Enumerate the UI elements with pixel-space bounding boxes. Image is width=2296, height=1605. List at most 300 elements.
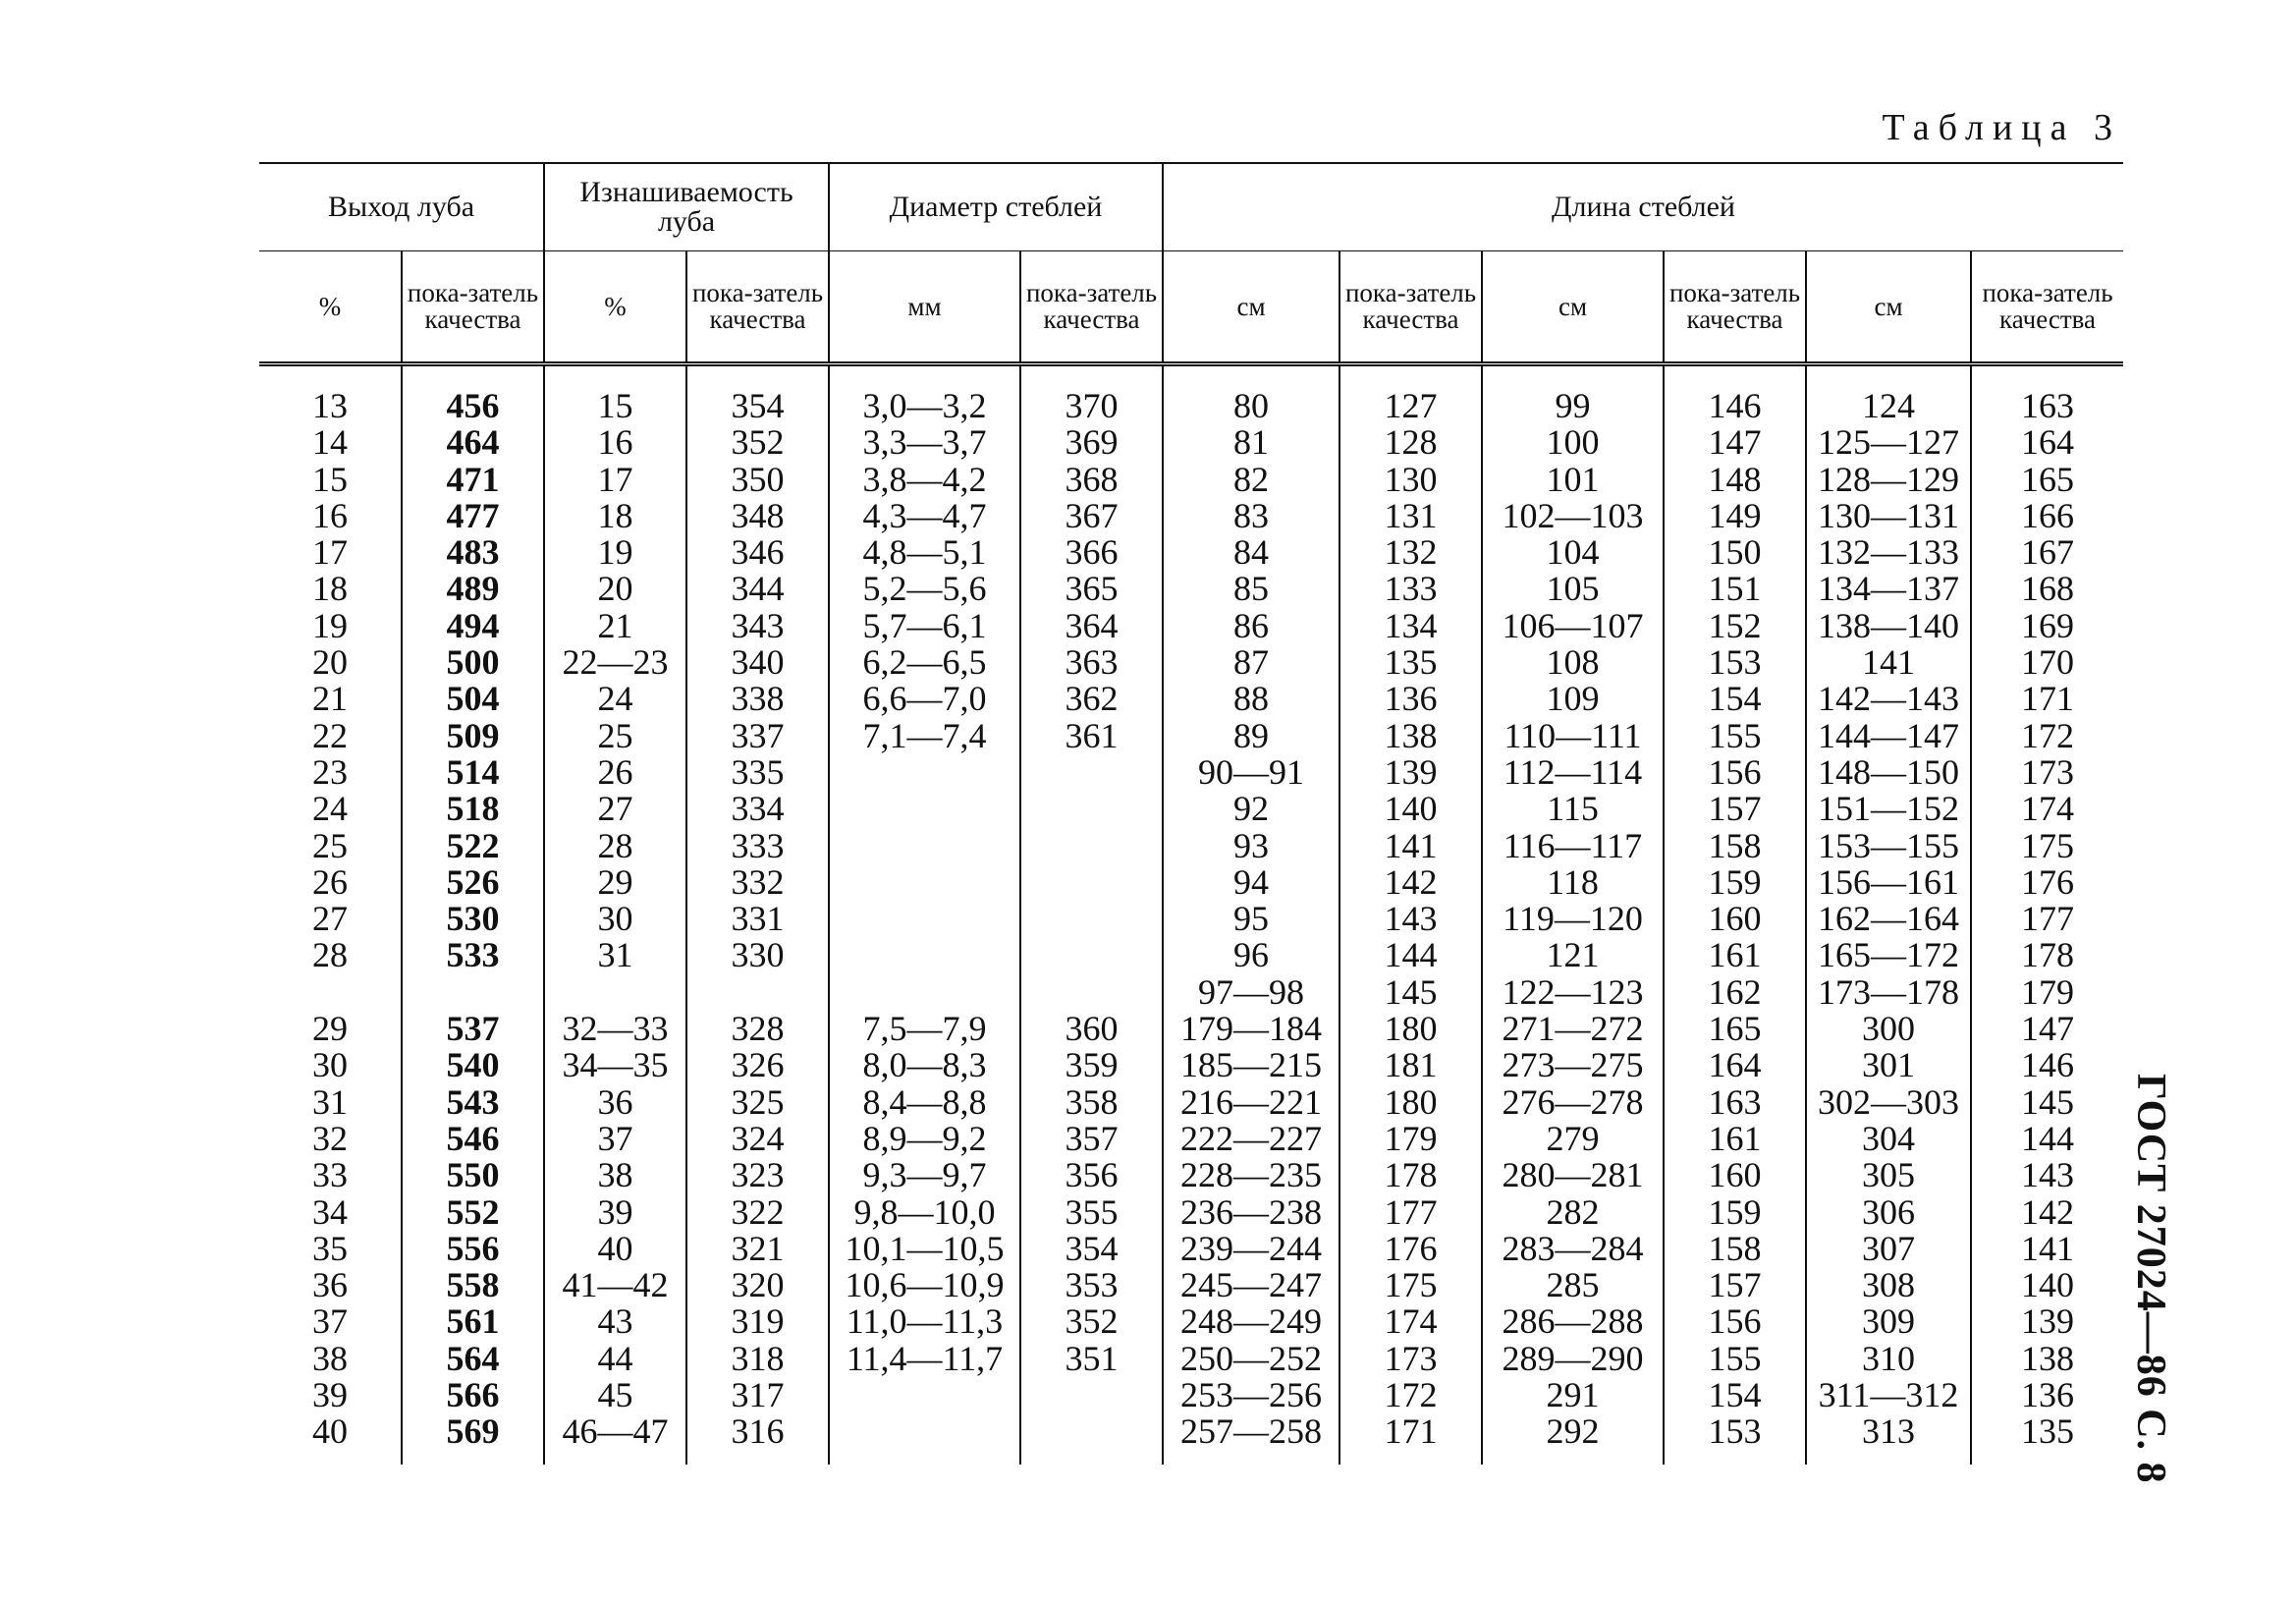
table-cell bbox=[829, 974, 1020, 1011]
table-cell: 228—235 bbox=[1163, 1157, 1339, 1193]
table-cell: 161 bbox=[1664, 1121, 1806, 1157]
table-cell: 28 bbox=[544, 828, 686, 864]
table-cell: 352 bbox=[686, 424, 829, 461]
table-cell bbox=[1020, 828, 1163, 864]
table-row bbox=[259, 1194, 2123, 1231]
table-cell: 177 bbox=[1971, 901, 2123, 937]
table-cell: 5,2—5,6 bbox=[829, 571, 1020, 607]
table-cell: 145 bbox=[1971, 1084, 2123, 1121]
table-cell: 37 bbox=[544, 1121, 686, 1157]
table-cell: 3,0—3,2 bbox=[829, 364, 1020, 425]
table-cell: 122—123 bbox=[1482, 974, 1664, 1011]
table-cell: 368 bbox=[1020, 462, 1163, 498]
table-cell: 179—184 bbox=[1163, 1011, 1339, 1047]
table-cell: 569 bbox=[402, 1413, 544, 1464]
group-header-wear: Изнашиваемость луба bbox=[544, 163, 829, 251]
table-cell bbox=[829, 1377, 1020, 1413]
table-cell: 282 bbox=[1482, 1194, 1664, 1231]
table-cell: 26 bbox=[312, 861, 348, 902]
table-cell bbox=[1020, 974, 1163, 1011]
table-cell: 151 bbox=[1664, 571, 1806, 607]
table-body bbox=[259, 364, 2123, 1465]
table-cell: 564 bbox=[402, 1341, 544, 1377]
table-row bbox=[259, 1231, 2123, 1267]
table-cell: 17 bbox=[544, 462, 686, 498]
table-cell: 166 bbox=[1971, 498, 2123, 534]
table-cell: 279 bbox=[1482, 1121, 1664, 1157]
table-cell: 108 bbox=[1482, 644, 1664, 681]
table-cell: 140 bbox=[1971, 1267, 2123, 1303]
table-cell: 130—131 bbox=[1806, 498, 1971, 534]
table-cell: 3,3—3,7 bbox=[829, 424, 1020, 461]
table-cell: 153 bbox=[1664, 644, 1806, 681]
table-cell: 286—288 bbox=[1482, 1303, 1664, 1340]
table-cell: 143 bbox=[1971, 1157, 2123, 1193]
table-cell bbox=[259, 974, 402, 1011]
group-header-length: Длина стеблей bbox=[1163, 163, 2123, 251]
table-cell: 31 bbox=[312, 1081, 348, 1122]
table-cell: 171 bbox=[1971, 681, 2123, 717]
table-cell: 46—47 bbox=[544, 1413, 686, 1464]
table-cell: 292 bbox=[1482, 1413, 1664, 1464]
table-row bbox=[259, 754, 2123, 791]
table-cell: 352 bbox=[1020, 1303, 1163, 1340]
table-cell: 338 bbox=[686, 681, 829, 717]
table-cell: 317 bbox=[686, 1377, 829, 1413]
table-cell: 100 bbox=[1482, 424, 1664, 461]
table-row bbox=[259, 424, 2123, 461]
table-cell bbox=[1020, 937, 1163, 973]
table-cell: 162—164 bbox=[1806, 901, 1971, 937]
table-cell: 97—98 bbox=[1163, 974, 1339, 1011]
table-cell: 334 bbox=[686, 791, 829, 827]
table-cell: 346 bbox=[686, 534, 829, 571]
sub-header-11: пока-затель качества bbox=[1971, 251, 2123, 364]
table-row bbox=[259, 681, 2123, 717]
table-cell: 86 bbox=[1163, 608, 1339, 644]
table-cell: 356 bbox=[1020, 1157, 1163, 1193]
table-cell: 104 bbox=[1482, 534, 1664, 571]
table-cell: 365 bbox=[1020, 571, 1163, 607]
table-cell: 139 bbox=[1339, 754, 1482, 791]
table-cell: 21 bbox=[312, 679, 348, 719]
quality-indicators-table bbox=[259, 162, 2123, 1465]
table-cell: 19 bbox=[544, 534, 686, 571]
table-cell: 522 bbox=[402, 828, 544, 864]
table-cell: 176 bbox=[1971, 864, 2123, 901]
table-cell: 19 bbox=[312, 605, 348, 645]
table-cell: 348 bbox=[686, 498, 829, 534]
table-row bbox=[259, 1413, 2123, 1464]
group-header-diameter: Диаметр стеблей bbox=[829, 163, 1163, 251]
table-cell: 343 bbox=[686, 608, 829, 644]
table-cell: 236—238 bbox=[1163, 1194, 1339, 1231]
table-cell: 27 bbox=[312, 899, 348, 939]
table-cell: 335 bbox=[686, 754, 829, 791]
table-cell: 90—91 bbox=[1163, 754, 1339, 791]
table-cell: 364 bbox=[1020, 608, 1163, 644]
table-cell: 358 bbox=[1020, 1084, 1163, 1121]
table-row bbox=[259, 364, 2123, 425]
group-header-yield: Выход луба bbox=[259, 163, 544, 251]
table-cell: 306 bbox=[1806, 1194, 1971, 1231]
table-cell: 526 bbox=[402, 864, 544, 901]
table-cell: 142—143 bbox=[1806, 681, 1971, 717]
table-cell: 134—137 bbox=[1806, 571, 1971, 607]
table-cell: 550 bbox=[402, 1157, 544, 1193]
table-cell: 22 bbox=[312, 715, 348, 755]
table-cell: 456 bbox=[402, 364, 544, 425]
table-cell: 332 bbox=[686, 864, 829, 901]
table-cell: 81 bbox=[1163, 424, 1339, 461]
table-cell: 125—127 bbox=[1806, 424, 1971, 461]
table-row bbox=[259, 1303, 2123, 1340]
table-cell: 9,8—10,0 bbox=[829, 1194, 1020, 1231]
table-cell: 285 bbox=[1482, 1267, 1664, 1303]
table-cell: 164 bbox=[1971, 424, 2123, 461]
table-cell: 509 bbox=[402, 718, 544, 754]
table-cell: 325 bbox=[686, 1084, 829, 1121]
table-cell: 32—33 bbox=[544, 1011, 686, 1047]
table-cell: 357 bbox=[1020, 1121, 1163, 1157]
table-cell: 140 bbox=[1339, 791, 1482, 827]
table-cell: 136 bbox=[1339, 681, 1482, 717]
table-cell bbox=[402, 974, 544, 1011]
table-cell: 514 bbox=[402, 754, 544, 791]
table-cell: 132—133 bbox=[1806, 534, 1971, 571]
table-cell: 483 bbox=[402, 534, 544, 571]
table-cell: 313 bbox=[1806, 1413, 1971, 1464]
table-cell: 138—140 bbox=[1806, 608, 1971, 644]
table-row bbox=[259, 1121, 2123, 1157]
table-cell: 102—103 bbox=[1482, 498, 1664, 534]
table-cell: 533 bbox=[402, 937, 544, 973]
table-cell: 354 bbox=[686, 364, 829, 425]
table-cell: 156 bbox=[1664, 754, 1806, 791]
table-cell: 322 bbox=[686, 1194, 829, 1231]
table-row bbox=[259, 1011, 2123, 1047]
table-cell: 121 bbox=[1482, 937, 1664, 973]
table-cell: 148 bbox=[1664, 462, 1806, 498]
table-cell: 135 bbox=[1971, 1413, 2123, 1464]
table-cell: 321 bbox=[686, 1231, 829, 1267]
table-cell: 24 bbox=[312, 789, 348, 829]
table-cell: 161 bbox=[1664, 937, 1806, 973]
table-cell: 80 bbox=[1163, 364, 1339, 425]
table-cell: 156—161 bbox=[1806, 864, 1971, 901]
table-cell bbox=[686, 974, 829, 1011]
table-cell: 173 bbox=[1339, 1341, 1482, 1377]
table-cell: 319 bbox=[686, 1303, 829, 1340]
table-cell: 25 bbox=[544, 718, 686, 754]
table-cell: 83 bbox=[1163, 498, 1339, 534]
table-cell: 283—284 bbox=[1482, 1231, 1664, 1267]
table-cell: 257—258 bbox=[1163, 1413, 1339, 1464]
table-cell bbox=[1020, 754, 1163, 791]
table-cell: 174 bbox=[1971, 791, 2123, 827]
table-cell: 18 bbox=[544, 498, 686, 534]
table-cell: 328 bbox=[686, 1011, 829, 1047]
table-cell: 143 bbox=[1339, 901, 1482, 937]
table-cell: 163 bbox=[1971, 364, 2123, 425]
table-cell: 333 bbox=[686, 828, 829, 864]
table-cell: 150 bbox=[1664, 534, 1806, 571]
table-cell: 84 bbox=[1163, 534, 1339, 571]
table-cell: 149 bbox=[1664, 498, 1806, 534]
table-cell: 105 bbox=[1482, 571, 1664, 607]
table-cell: 155 bbox=[1664, 1341, 1806, 1377]
table-cell: 250—252 bbox=[1163, 1341, 1339, 1377]
table-cell: 115 bbox=[1482, 791, 1664, 827]
sub-header-row bbox=[259, 251, 2123, 364]
sub-header-5: пока-затель качества bbox=[1020, 251, 1163, 364]
table-cell: 323 bbox=[686, 1157, 829, 1193]
table-cell bbox=[829, 1413, 1020, 1464]
table-cell: 144 bbox=[1339, 937, 1482, 973]
table-cell: 147 bbox=[1664, 424, 1806, 461]
table-cell: 7,1—7,4 bbox=[829, 718, 1020, 754]
table-cell: 276—278 bbox=[1482, 1084, 1664, 1121]
table-cell: 175 bbox=[1339, 1267, 1482, 1303]
table-cell bbox=[829, 864, 1020, 901]
table-cell: 556 bbox=[402, 1231, 544, 1267]
table-cell: 354 bbox=[1020, 1231, 1163, 1267]
table-cell: 40 bbox=[544, 1231, 686, 1267]
table-cell: 138 bbox=[1971, 1341, 2123, 1377]
table-cell bbox=[1020, 901, 1163, 937]
table-cell: 344 bbox=[686, 571, 829, 607]
table-cell: 326 bbox=[686, 1047, 829, 1083]
table-cell: 159 bbox=[1664, 864, 1806, 901]
table-cell: 128 bbox=[1339, 424, 1482, 461]
table-cell: 307 bbox=[1806, 1231, 1971, 1267]
table-cell: 157 bbox=[1664, 791, 1806, 827]
table-cell: 324 bbox=[686, 1121, 829, 1157]
table-cell: 153 bbox=[1664, 1413, 1806, 1464]
table-cell: 153—155 bbox=[1806, 828, 1971, 864]
table-cell: 530 bbox=[402, 901, 544, 937]
group-header-row bbox=[259, 163, 2123, 251]
table-cell bbox=[1020, 791, 1163, 827]
table-cell: 23 bbox=[312, 751, 348, 792]
table-cell: 11,0—11,3 bbox=[829, 1303, 1020, 1340]
table-cell: 142 bbox=[1339, 864, 1482, 901]
table-cell: 141 bbox=[1806, 644, 1971, 681]
table-cell: 310 bbox=[1806, 1341, 1971, 1377]
table-cell: 185—215 bbox=[1163, 1047, 1339, 1083]
table-cell: 94 bbox=[1163, 864, 1339, 901]
table-cell: 116—117 bbox=[1482, 828, 1664, 864]
table-cell: 156 bbox=[1664, 1303, 1806, 1340]
table-cell: 93 bbox=[1163, 828, 1339, 864]
table-cell: 128—129 bbox=[1806, 462, 1971, 498]
table-cell: 119—120 bbox=[1482, 901, 1664, 937]
table-cell: 305 bbox=[1806, 1157, 1971, 1193]
table-cell: 546 bbox=[402, 1121, 544, 1157]
table-cell: 173—178 bbox=[1806, 974, 1971, 1011]
table-cell: 518 bbox=[402, 791, 544, 827]
table-cell: 330 bbox=[686, 937, 829, 973]
table-cell: 367 bbox=[1020, 498, 1163, 534]
table-cell: 154 bbox=[1664, 681, 1806, 717]
table-cell: 170 bbox=[1971, 644, 2123, 681]
table-cell: 85 bbox=[1163, 571, 1339, 607]
table-cell: 127 bbox=[1339, 364, 1482, 425]
table-cell: 141 bbox=[1339, 828, 1482, 864]
table-cell: 500 bbox=[402, 644, 544, 681]
table-cell: 88 bbox=[1163, 681, 1339, 717]
table-cell: 30 bbox=[544, 901, 686, 937]
table-cell: 178 bbox=[1339, 1157, 1482, 1193]
table-cell: 489 bbox=[402, 571, 544, 607]
table-cell: 504 bbox=[402, 681, 544, 717]
table-cell: 22—23 bbox=[544, 644, 686, 681]
table-cell: 101 bbox=[1482, 462, 1664, 498]
table-cell: 6,2—6,5 bbox=[829, 644, 1020, 681]
table-cell: 160 bbox=[1664, 901, 1806, 937]
table-cell: 216—221 bbox=[1163, 1084, 1339, 1121]
table-cell: 304 bbox=[1806, 1121, 1971, 1157]
table-cell: 300 bbox=[1806, 1011, 1971, 1047]
table-cell: 165—172 bbox=[1806, 937, 1971, 973]
table-cell: 21 bbox=[544, 608, 686, 644]
table-cell: 146 bbox=[1664, 364, 1806, 425]
table-cell: 289—290 bbox=[1482, 1341, 1664, 1377]
table-cell: 167 bbox=[1971, 534, 2123, 571]
table-cell: 39 bbox=[544, 1194, 686, 1231]
table-cell: 561 bbox=[402, 1303, 544, 1340]
table-cell bbox=[1020, 864, 1163, 901]
sub-header-6: см bbox=[1163, 251, 1339, 364]
table-cell bbox=[829, 901, 1020, 937]
table-cell: 158 bbox=[1664, 828, 1806, 864]
table-cell: 17 bbox=[312, 532, 348, 573]
table-cell: 141 bbox=[1971, 1231, 2123, 1267]
sub-header-7: пока-затель качества bbox=[1339, 251, 1482, 364]
table-cell: 558 bbox=[402, 1267, 544, 1303]
table-cell: 36 bbox=[544, 1084, 686, 1121]
table-cell: 30 bbox=[312, 1045, 348, 1085]
table-cell: 109 bbox=[1482, 681, 1664, 717]
table-cell: 361 bbox=[1020, 718, 1163, 754]
table-cell: 165 bbox=[1971, 462, 2123, 498]
table-title: Таблица 3 bbox=[1882, 107, 2121, 148]
table-cell: 99 bbox=[1482, 364, 1664, 425]
table-cell: 280—281 bbox=[1482, 1157, 1664, 1193]
table-cell: 144 bbox=[1971, 1121, 2123, 1157]
table-cell: 163 bbox=[1664, 1084, 1806, 1121]
table-cell: 5,7—6,1 bbox=[829, 608, 1020, 644]
table-cell bbox=[829, 828, 1020, 864]
table-row bbox=[259, 1157, 2123, 1193]
table-cell: 248—249 bbox=[1163, 1303, 1339, 1340]
table-row bbox=[259, 462, 2123, 498]
table-row bbox=[259, 718, 2123, 754]
table-cell: 31 bbox=[544, 937, 686, 973]
table-cell: 540 bbox=[402, 1047, 544, 1083]
table-cell: 359 bbox=[1020, 1047, 1163, 1083]
table-cell: 11,4—11,7 bbox=[829, 1341, 1020, 1377]
table-cell: 95 bbox=[1163, 901, 1339, 937]
table-cell: 172 bbox=[1339, 1377, 1482, 1413]
table-cell: 10,1—10,5 bbox=[829, 1231, 1020, 1267]
table-cell: 38 bbox=[544, 1157, 686, 1193]
table-cell: 176 bbox=[1339, 1231, 1482, 1267]
table-cell: 370 bbox=[1020, 364, 1163, 425]
table-cell: 302—303 bbox=[1806, 1084, 1971, 1121]
table-cell: 8,9—9,2 bbox=[829, 1121, 1020, 1157]
table-cell: 132 bbox=[1339, 534, 1482, 571]
table-cell: 162 bbox=[1664, 974, 1806, 1011]
table-cell: 29 bbox=[544, 864, 686, 901]
table-cell: 311—312 bbox=[1806, 1377, 1971, 1413]
table-cell: 89 bbox=[1163, 718, 1339, 754]
table-row bbox=[259, 937, 2123, 973]
table-cell: 369 bbox=[1020, 424, 1163, 461]
table-cell: 363 bbox=[1020, 644, 1163, 681]
table-row bbox=[259, 608, 2123, 644]
table-cell: 139 bbox=[1971, 1303, 2123, 1340]
table-cell: 145 bbox=[1339, 974, 1482, 1011]
table-cell: 135 bbox=[1339, 644, 1482, 681]
table-cell: 144—147 bbox=[1806, 718, 1971, 754]
sub-header-9: пока-затель качества bbox=[1664, 251, 1806, 364]
table-cell: 6,6—7,0 bbox=[829, 681, 1020, 717]
table-cell: 320 bbox=[686, 1267, 829, 1303]
table-cell: 147 bbox=[1971, 1011, 2123, 1047]
table-cell: 4,8—5,1 bbox=[829, 534, 1020, 571]
table-cell: 351 bbox=[1020, 1341, 1163, 1377]
table-cell: 146 bbox=[1971, 1047, 2123, 1083]
table-row bbox=[259, 1084, 2123, 1121]
table-cell: 92 bbox=[1163, 791, 1339, 827]
table-cell: 308 bbox=[1806, 1267, 1971, 1303]
table-cell bbox=[1020, 1377, 1163, 1413]
table-cell: 291 bbox=[1482, 1377, 1664, 1413]
table-cell: 169 bbox=[1971, 608, 2123, 644]
table-cell: 41—42 bbox=[544, 1267, 686, 1303]
table-cell: 44 bbox=[544, 1341, 686, 1377]
table-cell: 179 bbox=[1339, 1121, 1482, 1157]
table-cell: 40 bbox=[312, 1411, 348, 1452]
table-cell bbox=[829, 937, 1020, 973]
table-row bbox=[259, 1377, 2123, 1413]
table-cell: 179 bbox=[1971, 974, 2123, 1011]
table-cell: 142 bbox=[1971, 1194, 2123, 1231]
table-cell: 82 bbox=[1163, 462, 1339, 498]
table-cell: 253—256 bbox=[1163, 1377, 1339, 1413]
side-caption-text: ГОСТ 27024—86 С. 8 bbox=[2128, 1074, 2173, 1484]
table-cell: 131 bbox=[1339, 498, 1482, 534]
table-cell: 160 bbox=[1664, 1157, 1806, 1193]
table-cell: 477 bbox=[402, 498, 544, 534]
table-cell: 543 bbox=[402, 1084, 544, 1121]
table-cell: 26 bbox=[544, 754, 686, 791]
table-cell: 165 bbox=[1664, 1011, 1806, 1047]
table-cell: 301 bbox=[1806, 1047, 1971, 1083]
table-cell: 155 bbox=[1664, 718, 1806, 754]
table-row bbox=[259, 571, 2123, 607]
table-cell: 318 bbox=[686, 1341, 829, 1377]
table-cell: 110—111 bbox=[1482, 718, 1664, 754]
table-cell: 10,6—10,9 bbox=[829, 1267, 1020, 1303]
sub-header-1: пока-затель качества bbox=[402, 251, 544, 364]
table-cell: 154 bbox=[1664, 1377, 1806, 1413]
table-cell: 33 bbox=[312, 1155, 348, 1195]
table-cell: 151—152 bbox=[1806, 791, 1971, 827]
table-row bbox=[259, 864, 2123, 901]
table-cell: 173 bbox=[1971, 754, 2123, 791]
